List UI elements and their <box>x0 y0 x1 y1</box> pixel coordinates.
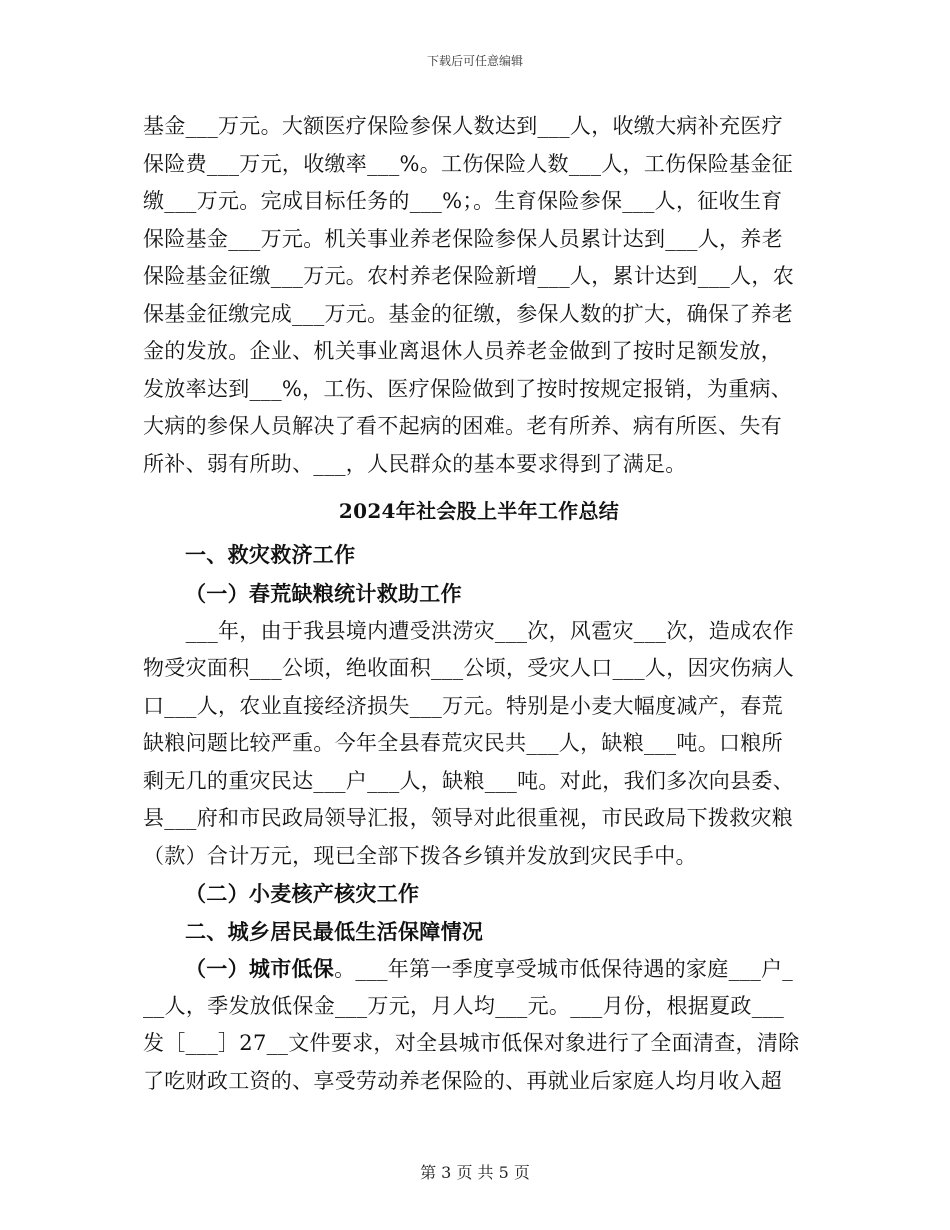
body-line: 口___人，农业直接经济损失___万元。特别是小麦大幅度减产，春荒 <box>143 693 783 718</box>
section-heading: 二、城乡居民最低生活保障情况 <box>185 918 484 944</box>
body-line: 县___府和市民政局领导汇报，领导对此很重视，市民政局下拨救灾粮 <box>143 806 794 830</box>
body-line: 保险基金___万元。机关事业养老保险参保人员累计达到___人，养老 <box>143 226 783 251</box>
body-line <box>143 950 815 988</box>
body-line: 所补、弱有所助、___，人民群众的基本要求得到了满足。 <box>143 451 687 476</box>
body-line: （款）合计万元，现已全部下拨各乡镇并发放到灾民手中。 <box>143 843 697 868</box>
document-body <box>143 108 815 1100</box>
body-line: 基金___万元。大额医疗保险参保人数达到___人，收缴大病补充医疗 <box>143 114 783 138</box>
body-line: 保险基金征缴___万元。农村养老保险新增___人，累计达到___人，农 <box>143 264 794 288</box>
body-text: 。___年第一季度享受城市低保待遇的家庭___户_ <box>334 957 794 981</box>
page-header: 下载后可任意编辑 <box>426 54 523 68</box>
body-line: 大病的参保人员解决了看不起病的困难。老有所养、病有所医、失有 <box>143 414 782 438</box>
body-line: ___年，由于我县境内遭受洪涝灾___次，风雹灾___次，造成农作 <box>143 618 794 643</box>
body-line: 金的发放。企业、机关事业离退休人员养老金做到了按时足额发放， <box>143 339 782 363</box>
page-footer: 第 3 页 共 5 页 <box>420 1163 530 1182</box>
body-line: __人，季发放低保金___万元，月人均___元。___月份，根据夏政___ <box>143 993 785 1018</box>
document-title: 2024年社会股上半年工作总结 <box>338 499 620 523</box>
section-heading: 一、救灾救济工作 <box>185 542 356 567</box>
body-line: 剩无几的重灾民达___户___人，缺粮___吨。对此，我们多次向县委、 <box>143 768 794 793</box>
subsection-heading: （二）小麦核产核灾工作 <box>185 881 420 906</box>
subsection-heading: （一）春荒缺粮统计救助工作 <box>185 581 462 606</box>
body-line: 缺粮问题比较严重。今年全县春荒灾民共___人，缺粮___吨。口粮所 <box>143 731 783 755</box>
body-line: 保基金征缴完成___万元。基金的征缴，参保人数的扩大，确保了养老 <box>143 301 794 326</box>
body-line: 保险费___万元，收缴率___%。工伤保险人数___人，工伤保险基金征 <box>143 151 793 176</box>
body-line: 发［___］27__文件要求，对全县城市低保对象进行了全面清查，清除 <box>143 1031 800 1055</box>
body-line: 缴___万元。完成目标任务的___%；。生育保险参保___人，征收生育 <box>143 189 783 213</box>
body-line: 物受灾面积___公顷，绝收面积___公顷，受灾人口___人，因灾伤病人 <box>143 656 794 680</box>
body-line: 了吃财政工资的、享受劳动养老保险的、再就业后家庭人均月收入超 <box>143 1068 782 1093</box>
subsection-lead: （一）城市低保 <box>185 956 335 981</box>
body-line: 发放率达到___%，工伤、医疗保险做到了按时按规定报销，为重病、 <box>143 376 793 401</box>
